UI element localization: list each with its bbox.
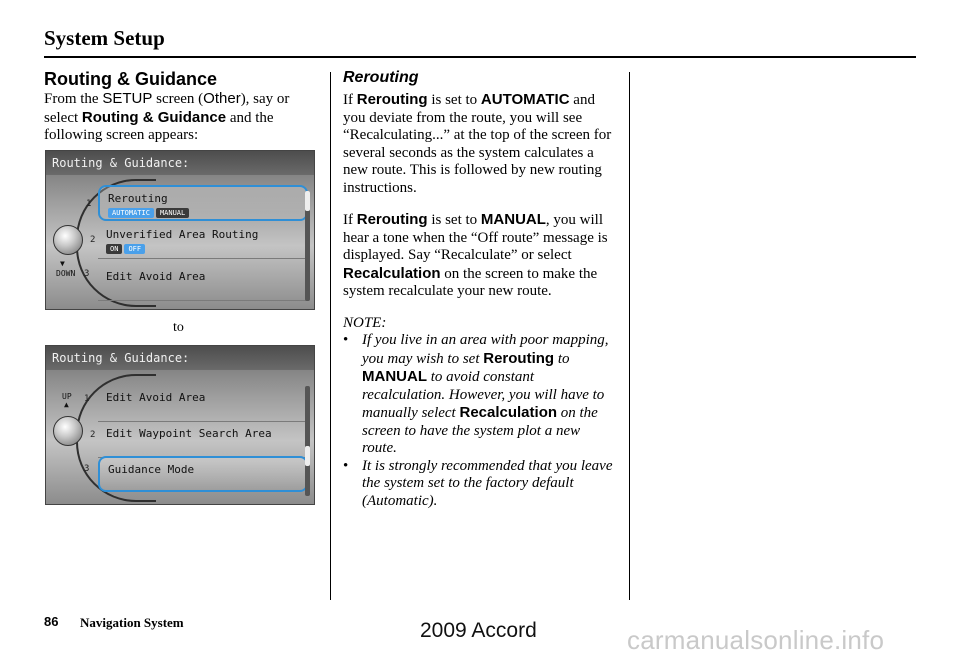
- text-part: to: [554, 350, 570, 367]
- other-keyword: Other: [203, 90, 241, 107]
- rerouting-keyword: Rerouting: [356, 91, 428, 108]
- menu-item-edit-avoid-area[interactable]: [98, 265, 308, 301]
- menu-item-unverified-area-routing[interactable]: [98, 223, 308, 259]
- intro-text: [44, 90, 324, 145]
- intro-text-part: ), say or select: [44, 91, 290, 126]
- intro-text-part: and the following screen appears:: [44, 109, 274, 143]
- watermark: carmanualsonline.info: [627, 625, 885, 655]
- scroll-thumb[interactable]: [305, 446, 310, 466]
- intro-text-part: screen (: [152, 91, 204, 107]
- menu-item-label: Edit Waypoint Search Area: [106, 427, 272, 440]
- menu-item-edit-avoid-area[interactable]: [98, 386, 308, 422]
- screen-title: Routing & Guidance:: [46, 151, 314, 175]
- section-title: Routing & Guidance: [44, 69, 217, 89]
- menu-item-edit-waypoint-search-area[interactable]: [98, 422, 308, 458]
- routing-guidance-screen-2: [45, 345, 315, 505]
- item-number: 1: [84, 394, 90, 404]
- item-number: 3: [84, 269, 90, 279]
- column-divider: [330, 72, 331, 600]
- note-list: [343, 332, 618, 510]
- to-label: to: [173, 320, 184, 335]
- note-item: [343, 332, 618, 458]
- routing-guidance-keyword: Routing & Guidance: [81, 108, 227, 126]
- unverified-options: [106, 244, 308, 254]
- menu-item-rerouting[interactable]: [98, 185, 308, 221]
- item-number: 3: [84, 464, 90, 474]
- text-part: is set to: [427, 212, 481, 228]
- item-number: 2: [90, 235, 96, 245]
- paragraph-automatic: [343, 91, 618, 197]
- text-part: If you live in an area with poor mapping, you may wish to set: [362, 332, 609, 367]
- menu-item-label: Edit Avoid Area: [106, 270, 206, 283]
- subsection-title: Rerouting: [343, 69, 419, 86]
- menu-item-label: Unverified Area Routing: [106, 228, 259, 241]
- up-arrow-icon: ▲: [64, 400, 69, 409]
- text-part: , you will hear a tone when the “Off route” message is displayed. Say “Recalculate” or select: [343, 212, 608, 263]
- intro-text-part: From the: [44, 91, 103, 107]
- option-off[interactable]: OFF: [124, 244, 145, 254]
- note-item: • It is strongly recommended that you leave the system set to the factory default (Automatic).: [343, 458, 618, 511]
- menu-item-label: Edit Avoid Area: [106, 391, 206, 404]
- rerouting-keyword: Rerouting: [483, 349, 555, 367]
- column-divider: [629, 72, 630, 600]
- menu-item-label: Rerouting: [108, 192, 168, 205]
- screen-title: Routing & Guidance:: [46, 346, 314, 370]
- option-automatic[interactable]: AUTOMATIC: [108, 208, 154, 218]
- text-part: to avoid constant recalculation. However, you will have to manually select: [362, 369, 605, 421]
- paragraph-manual: [343, 211, 618, 301]
- item-number: 1: [86, 199, 92, 209]
- note-label: NOTE:: [343, 314, 387, 331]
- footer-model: 2009 Accord: [420, 619, 537, 642]
- footer-title: Navigation System: [80, 615, 184, 630]
- down-arrow-icon: ▼: [60, 259, 65, 268]
- text-part: If: [343, 212, 357, 228]
- selector-knob-icon: [53, 416, 83, 446]
- manual-keyword: MANUAL: [480, 211, 546, 228]
- option-on[interactable]: ON: [106, 244, 122, 254]
- scrollbar[interactable]: [305, 191, 310, 301]
- middle-column: [343, 68, 618, 510]
- automatic-keyword: AUTOMATIC: [480, 91, 570, 108]
- setup-keyword: SETUP: [102, 90, 153, 107]
- menu-item-guidance-mode[interactable]: [98, 456, 308, 492]
- manual-keyword: MANUAL: [362, 368, 427, 385]
- down-label: DOWN: [56, 269, 76, 278]
- text-part: on the screen to make the system recalculate your new route.: [343, 265, 598, 299]
- scrollbar[interactable]: [305, 386, 310, 496]
- menu-item-label: Guidance Mode: [108, 463, 195, 476]
- recalculation-keyword: Recalculation: [459, 404, 558, 421]
- routing-guidance-screen-1: [45, 150, 315, 310]
- selector-knob-icon: [53, 225, 83, 255]
- scroll-thumb[interactable]: [305, 191, 310, 211]
- recalculation-keyword: Recalculation: [343, 264, 441, 282]
- text-part: If: [343, 92, 357, 108]
- left-column: [44, 68, 324, 145]
- item-number: 2: [90, 430, 96, 440]
- page-title: System Setup: [44, 26, 165, 50]
- text-part: on the screen to have the system plot a new route.: [362, 405, 598, 456]
- rerouting-keyword: Rerouting: [356, 211, 428, 228]
- rerouting-options: [108, 208, 306, 218]
- text-part: is set to: [427, 92, 481, 108]
- page-number: 86: [44, 614, 59, 629]
- option-manual[interactable]: MANUAL: [156, 208, 189, 218]
- text-part: and you deviate from the route, you will see “Recalculating...” at the top of the screen for several seconds as the system calculates a new route. This is followed by new routing instructions.: [343, 92, 612, 196]
- up-label: UP: [62, 392, 72, 401]
- header-rule: [44, 56, 916, 58]
